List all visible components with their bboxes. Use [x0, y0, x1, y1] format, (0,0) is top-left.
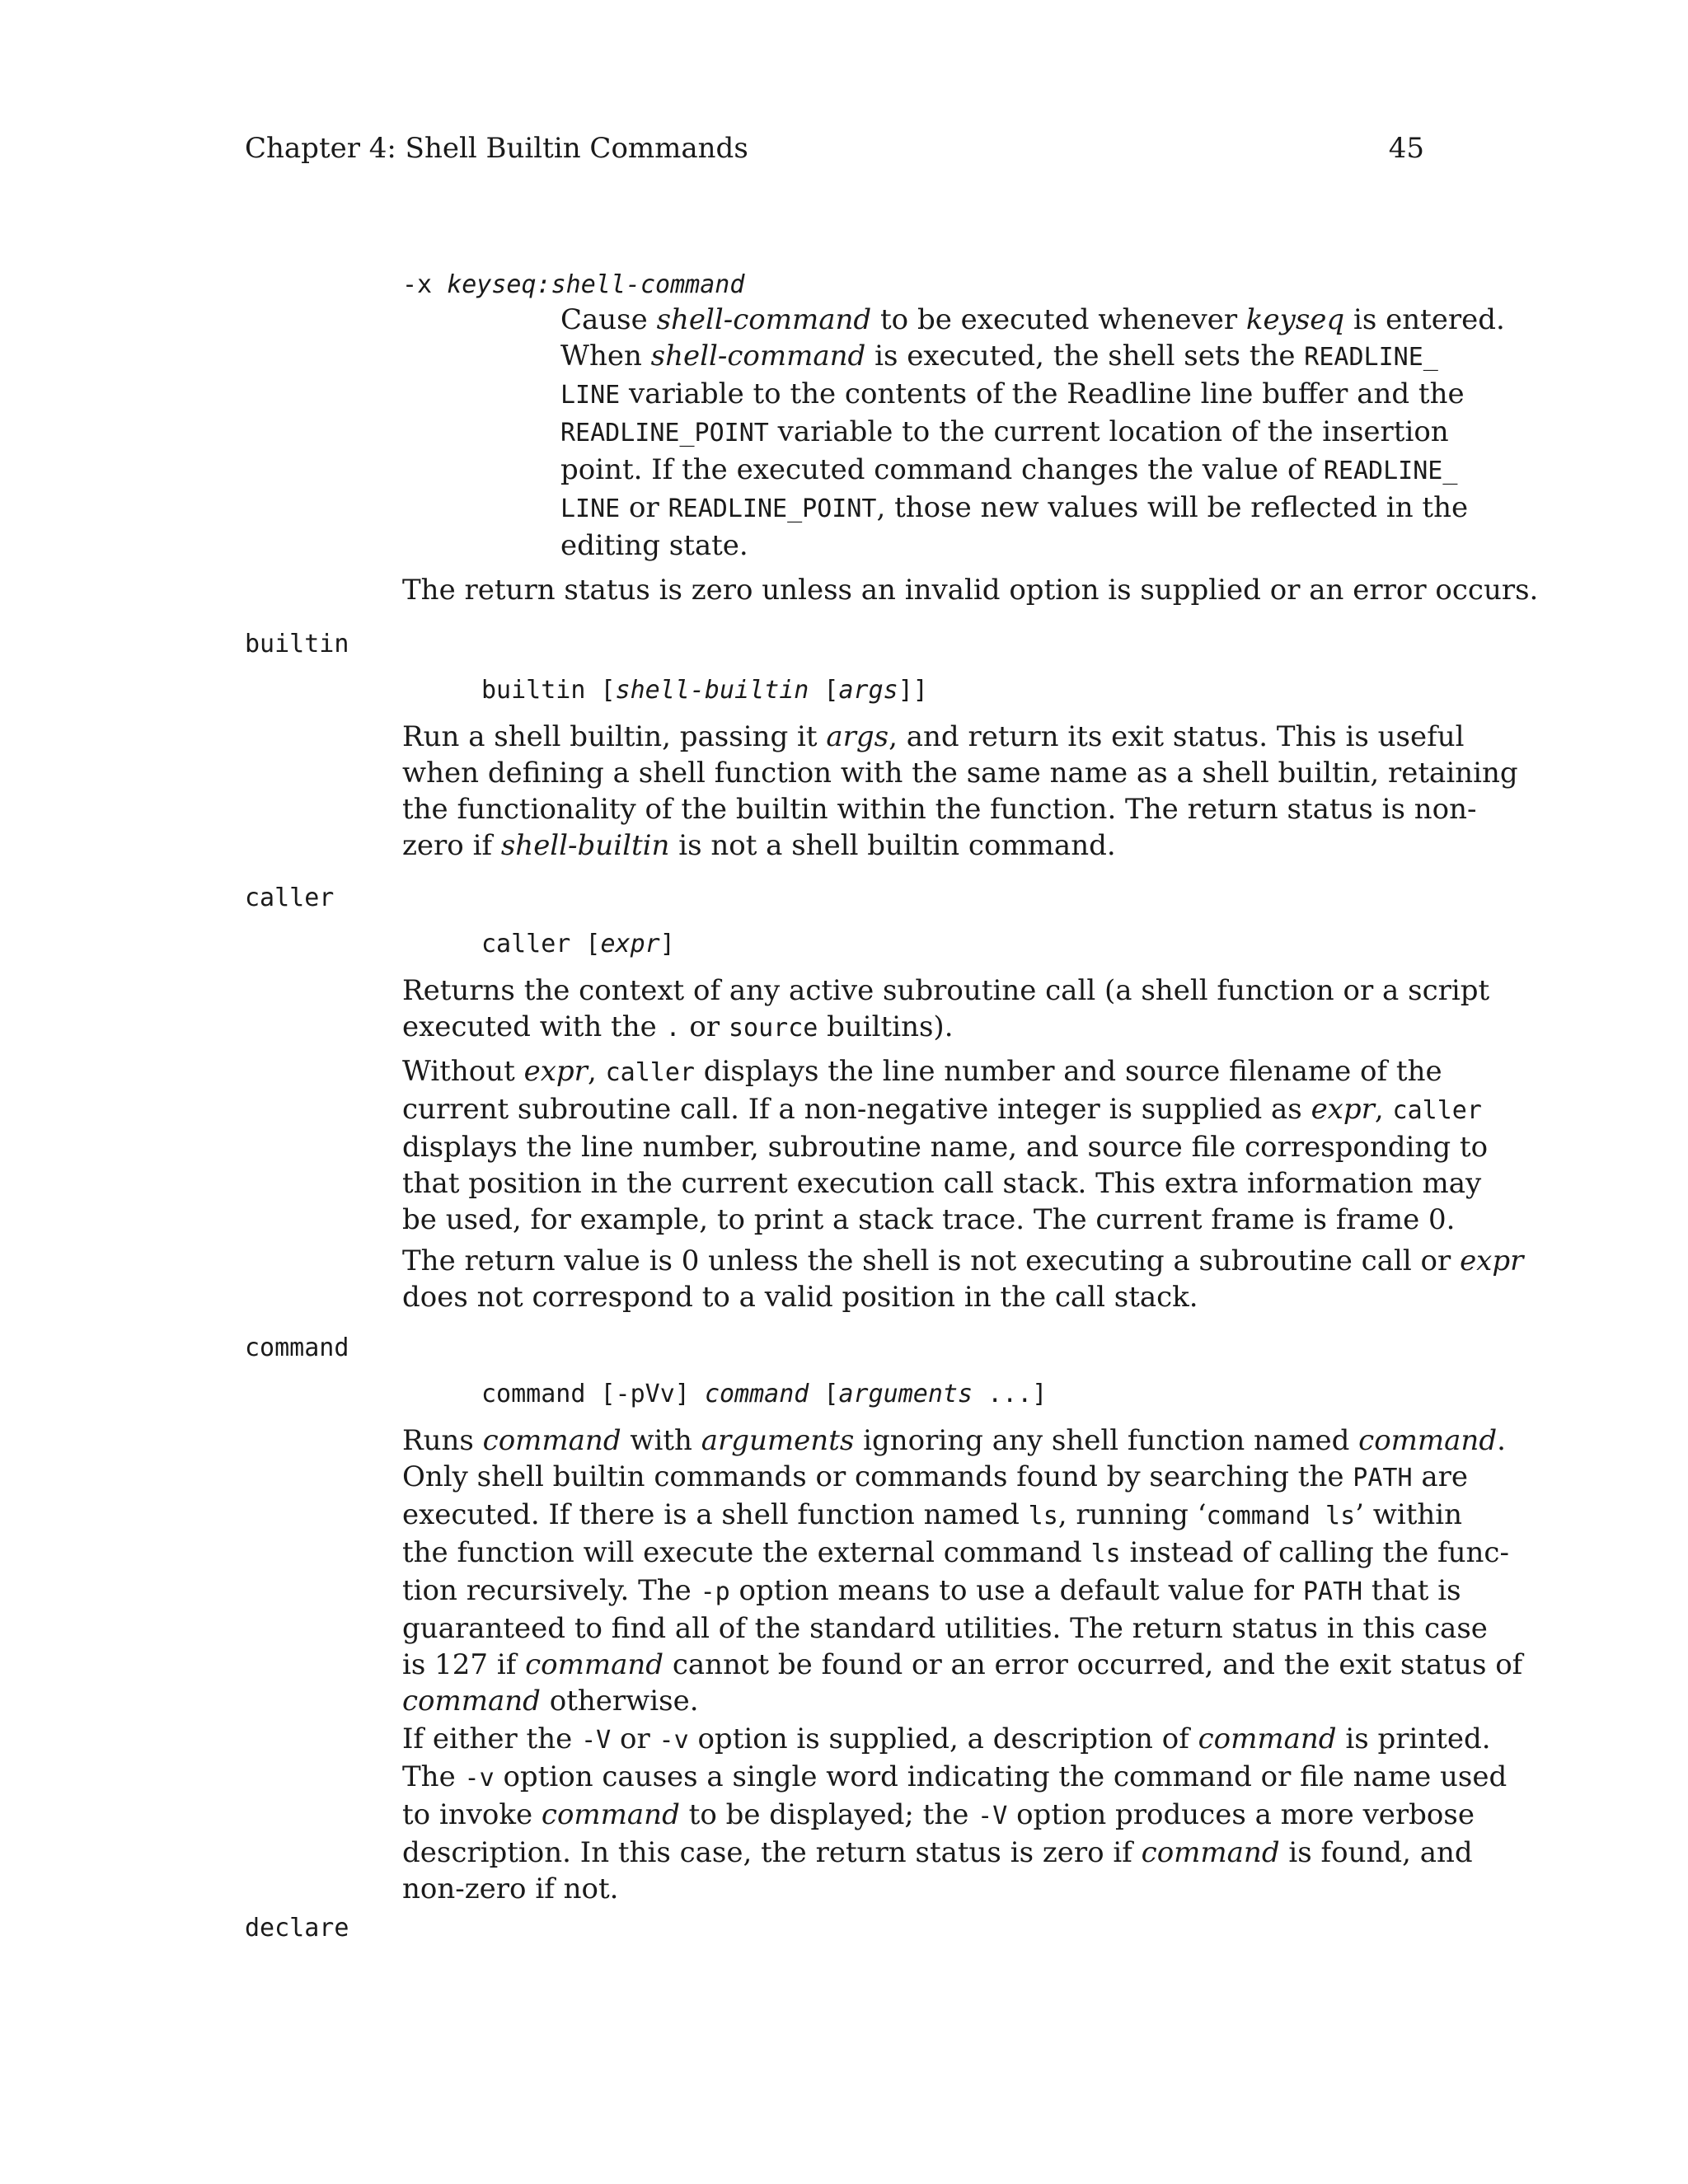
text-line: the functionality of the builtin within the function. The return status is non-	[402, 793, 1477, 826]
builtin-synopsis: builtin [shell-builtin [args]]	[481, 676, 928, 705]
text-line: The -v option causes a single word indicating the command or file name used	[402, 1760, 1507, 1793]
text-line: Run a shell builtin, passing it args, and return its exit status. This is useful	[402, 720, 1465, 753]
text-line: does not correspond to a valid position in the call stack.	[402, 1281, 1198, 1314]
text-line: Returns the context of any active subroutine call (a shell function or a script	[402, 974, 1490, 1007]
text-line: LINE variable to the contents of the Readline line buffer and the	[560, 377, 1465, 410]
text-line: If either the -V or -v option is supplied, a description of command is printed.	[402, 1722, 1491, 1755]
text-line: current subroutine call. If a non-negative integer is supplied as expr, caller	[402, 1093, 1482, 1126]
text-line: be used, for example, to print a stack trace. The current frame is frame 0.	[402, 1203, 1456, 1236]
text-line: guaranteed to find all of the standard utilities. The return status in this case	[402, 1612, 1488, 1645]
text-line: Only shell builtin commands or commands found by searching the PATH are	[402, 1460, 1468, 1493]
text-line: description. In this case, the return status is zero if command is found, and	[402, 1836, 1473, 1869]
caller-paragraph-1	[402, 972, 1490, 1047]
text-line: LINE or READLINE_POINT, those new values will be reflected in the	[560, 491, 1469, 524]
text-line: when defining a shell function with the same name as a shell builtin, retaining	[402, 757, 1518, 790]
text-line: point. If the executed command changes the value of READLINE_	[560, 453, 1458, 486]
text-line: non-zero if not.	[402, 1872, 619, 1905]
command-paragraph-2	[402, 1721, 1507, 1907]
x-option-arg: keyseq:shell-command	[447, 270, 745, 299]
text-line: the function will execute the external command ls instead of calling the func-	[402, 1536, 1509, 1569]
text-line: displays the line number, subroutine name, and source file corresponding to	[402, 1131, 1489, 1164]
text-line: command otherwise.	[402, 1685, 699, 1718]
text-line: editing state.	[560, 529, 748, 562]
text-line: tion recursively. The -p option means to use a default value for PATH that is	[402, 1574, 1461, 1607]
text-line: is 127 if command cannot be found or an error occurred, and the exit status of	[402, 1648, 1523, 1681]
running-header-chapter: Chapter 4: Shell Builtin Commands	[245, 132, 748, 165]
text-line: that position in the current execution call stack. This extra information may	[402, 1167, 1482, 1200]
builtin-description	[402, 719, 1518, 864]
text-line: Cause shell-command to be executed whenever keyseq is entered.	[560, 303, 1505, 336]
caller-paragraph-3	[402, 1243, 1524, 1315]
entry-term-declare: declare	[245, 1914, 349, 1943]
text-line: executed with the . or source builtins).	[402, 1010, 954, 1043]
text-line: zero if shell-builtin is not a shell builtin command.	[402, 829, 1116, 862]
caller-synopsis: caller [expr]	[481, 930, 675, 958]
text-line: to invoke command to be displayed; the -V option produces a more verbose	[402, 1798, 1475, 1831]
text-line: When shell-command is executed, the shell sets the READLINE_	[560, 340, 1438, 373]
entry-term-caller: caller	[245, 883, 335, 912]
entry-term-command: command	[245, 1333, 349, 1362]
page-number: 45	[1388, 132, 1424, 165]
command-synopsis: command [-pVv] command [arguments ...]	[481, 1380, 1048, 1408]
x-option-term	[402, 267, 744, 303]
text-line: READLINE_POINT variable to the current location of the insertion	[560, 415, 1449, 448]
text-line: Runs command with arguments ignoring any shell function named command.	[402, 1424, 1506, 1457]
text-line: executed. If there is a shell function named ls, running ‘command ls’ within	[402, 1498, 1463, 1531]
text-line: Without expr, caller displays the line number and source filename of the	[402, 1055, 1442, 1088]
caller-paragraph-2	[402, 1053, 1489, 1238]
bind-return-status: The return status is zero unless an invalid option is supplied or an error occurs.	[402, 574, 1539, 607]
command-paragraph-1	[402, 1422, 1523, 1719]
x-option-flag: -x	[402, 270, 448, 299]
x-option-description	[560, 302, 1505, 564]
text-line: The return value is 0 unless the shell is not executing a subroutine call or expr	[402, 1244, 1524, 1277]
entry-term-builtin: builtin	[245, 630, 349, 658]
